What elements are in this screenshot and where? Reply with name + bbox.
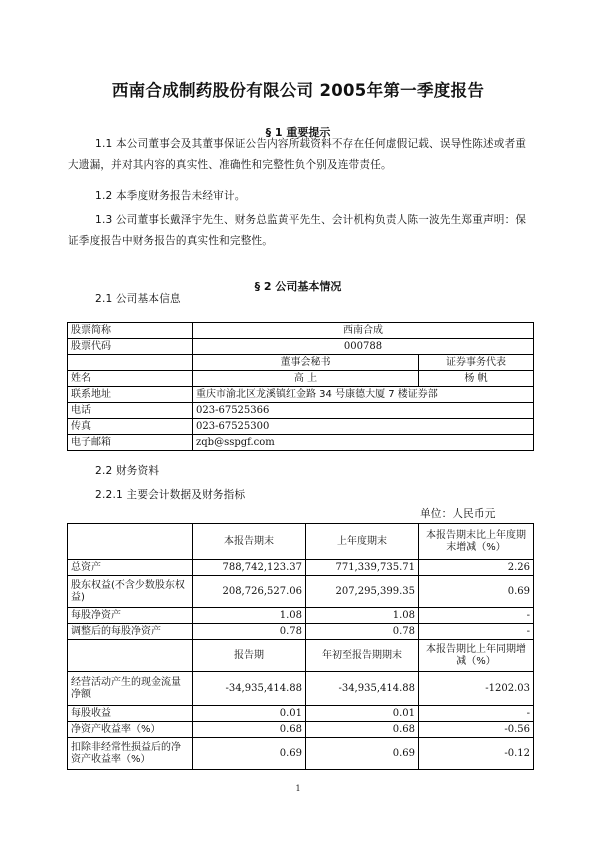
table-row xyxy=(68,387,534,403)
table-row xyxy=(68,576,534,608)
secretary-name: 高 上 xyxy=(193,371,419,387)
header-cell: 本报告期末比上年度期末增减（%） xyxy=(419,524,534,560)
value-cell: 208,726,527.06 xyxy=(193,576,306,608)
value-cell: 0.78 xyxy=(193,624,306,640)
table-row xyxy=(68,640,534,672)
row-label: 扣除非经常性损益后的净资产收益率（%） xyxy=(68,738,193,770)
table-row xyxy=(68,339,534,355)
value-cell: -1202.03 xyxy=(419,672,534,706)
value-cell: 0.68 xyxy=(193,722,306,738)
row-label: 每股收益 xyxy=(68,706,193,722)
table-row xyxy=(68,371,534,387)
table-row xyxy=(68,738,534,770)
empty-cell xyxy=(68,640,193,672)
section1-heading: § 1 重要提示 xyxy=(265,126,331,139)
value-cell: 1.08 xyxy=(193,608,306,624)
section1-para2: 1.2 本季度财务报告未经审计。 xyxy=(95,190,246,202)
value-cell: 0.01 xyxy=(193,706,306,722)
rep-name: 杨 帆 xyxy=(419,371,534,387)
row-label: 每股净资产 xyxy=(68,608,193,624)
company-info-table xyxy=(67,322,534,451)
fax-label: 传真 xyxy=(68,419,193,435)
value-cell: - xyxy=(419,624,534,640)
value-cell: 207,295,399.35 xyxy=(306,576,419,608)
subsection-2-1: 2.1 公司基本信息 xyxy=(95,293,181,305)
table-row xyxy=(68,419,534,435)
table-row xyxy=(68,435,534,451)
header-cell: 本报告期比上年同期增减（%） xyxy=(419,640,534,672)
value-cell: -34,935,414.88 xyxy=(193,672,306,706)
table-row xyxy=(68,706,534,722)
email-value: zqb@sspgf.com xyxy=(193,435,534,451)
subsection-2-2: 2.2 财务资料 xyxy=(95,465,160,477)
value-cell: 771,339,735.71 xyxy=(306,560,419,576)
table-row xyxy=(68,355,534,371)
value-cell: 1.08 xyxy=(306,608,419,624)
stock-name-label: 股票简称 xyxy=(68,323,193,339)
fax-value: 023-67525300 xyxy=(193,419,534,435)
table-row xyxy=(68,672,534,706)
row-label: 经营活动产生的现金流量净额 xyxy=(68,672,193,706)
secretary-header: 董事会秘书 xyxy=(193,355,419,371)
header-cell: 年初至报告期期末 xyxy=(306,640,419,672)
value-cell: 0.01 xyxy=(306,706,419,722)
table-row xyxy=(68,524,534,560)
table-row xyxy=(68,403,534,419)
section1-para3: 1.3 公司董事长戴泽宇先生、财务总监黄平先生、会计机构负责人陈一波先生郑重声明：保证季度报告中财务报告的真实性和完整性。 xyxy=(68,214,527,247)
stock-code-value: 000788 xyxy=(193,339,534,355)
section1-para1: 1.1 本公司董事会及其董事保证公告内容所载资料不存在任何虚假记载、误导性陈述或者重大遗漏，并对其内容的真实性、准确性和完整性负个别及连带责任。 xyxy=(68,138,527,171)
section2-heading: § 2 公司基本情况 xyxy=(254,280,342,293)
table-row xyxy=(68,323,534,339)
rep-header: 证券事务代表 xyxy=(419,355,534,371)
value-cell: -0.12 xyxy=(419,738,534,770)
unit-label: 单位：人民币元 xyxy=(420,508,496,520)
empty-cell xyxy=(68,524,193,560)
phone-label: 电话 xyxy=(68,403,193,419)
row-label: 总资产 xyxy=(68,560,193,576)
empty-cell xyxy=(68,355,193,371)
value-cell: 0.69 xyxy=(419,576,534,608)
value-cell: - xyxy=(419,706,534,722)
value-cell: 0.78 xyxy=(306,624,419,640)
value-cell: -34,935,414.88 xyxy=(306,672,419,706)
value-cell: 0.69 xyxy=(306,738,419,770)
value-cell: 788,742,123.37 xyxy=(193,560,306,576)
value-cell: 2.26 xyxy=(419,560,534,576)
value-cell: - xyxy=(419,608,534,624)
document-title: 西南合成制药股份有限公司 2005年第一季度报告 xyxy=(111,81,485,100)
address-value: 重庆市渝北区龙溪镇红金路 34 号康德大厦 7 楼证券部 xyxy=(193,387,534,403)
value-cell: -0.56 xyxy=(419,722,534,738)
table-row xyxy=(68,608,534,624)
address-label: 联系地址 xyxy=(68,387,193,403)
row-label: 调整后的每股净资产 xyxy=(68,624,193,640)
value-cell: 0.69 xyxy=(193,738,306,770)
header-cell: 上年度期末 xyxy=(306,524,419,560)
name-label: 姓名 xyxy=(68,371,193,387)
stock-name-value: 西南合成 xyxy=(193,323,534,339)
table-row xyxy=(68,560,534,576)
header-cell: 报告期 xyxy=(193,640,306,672)
subsection-2-2-1: 2.2.1 主要会计数据及财务指标 xyxy=(95,489,246,501)
phone-value: 023-67525366 xyxy=(193,403,534,419)
financial-table xyxy=(67,523,534,770)
page-number: 1 xyxy=(295,784,301,793)
table-row xyxy=(68,722,534,738)
value-cell: 0.68 xyxy=(306,722,419,738)
stock-code-label: 股票代码 xyxy=(68,339,193,355)
header-cell: 本报告期末 xyxy=(193,524,306,560)
email-label: 电子邮箱 xyxy=(68,435,193,451)
table-row xyxy=(68,624,534,640)
row-label: 股东权益(不含少数股东权益) xyxy=(68,576,193,608)
row-label: 净资产收益率（%） xyxy=(68,722,193,738)
